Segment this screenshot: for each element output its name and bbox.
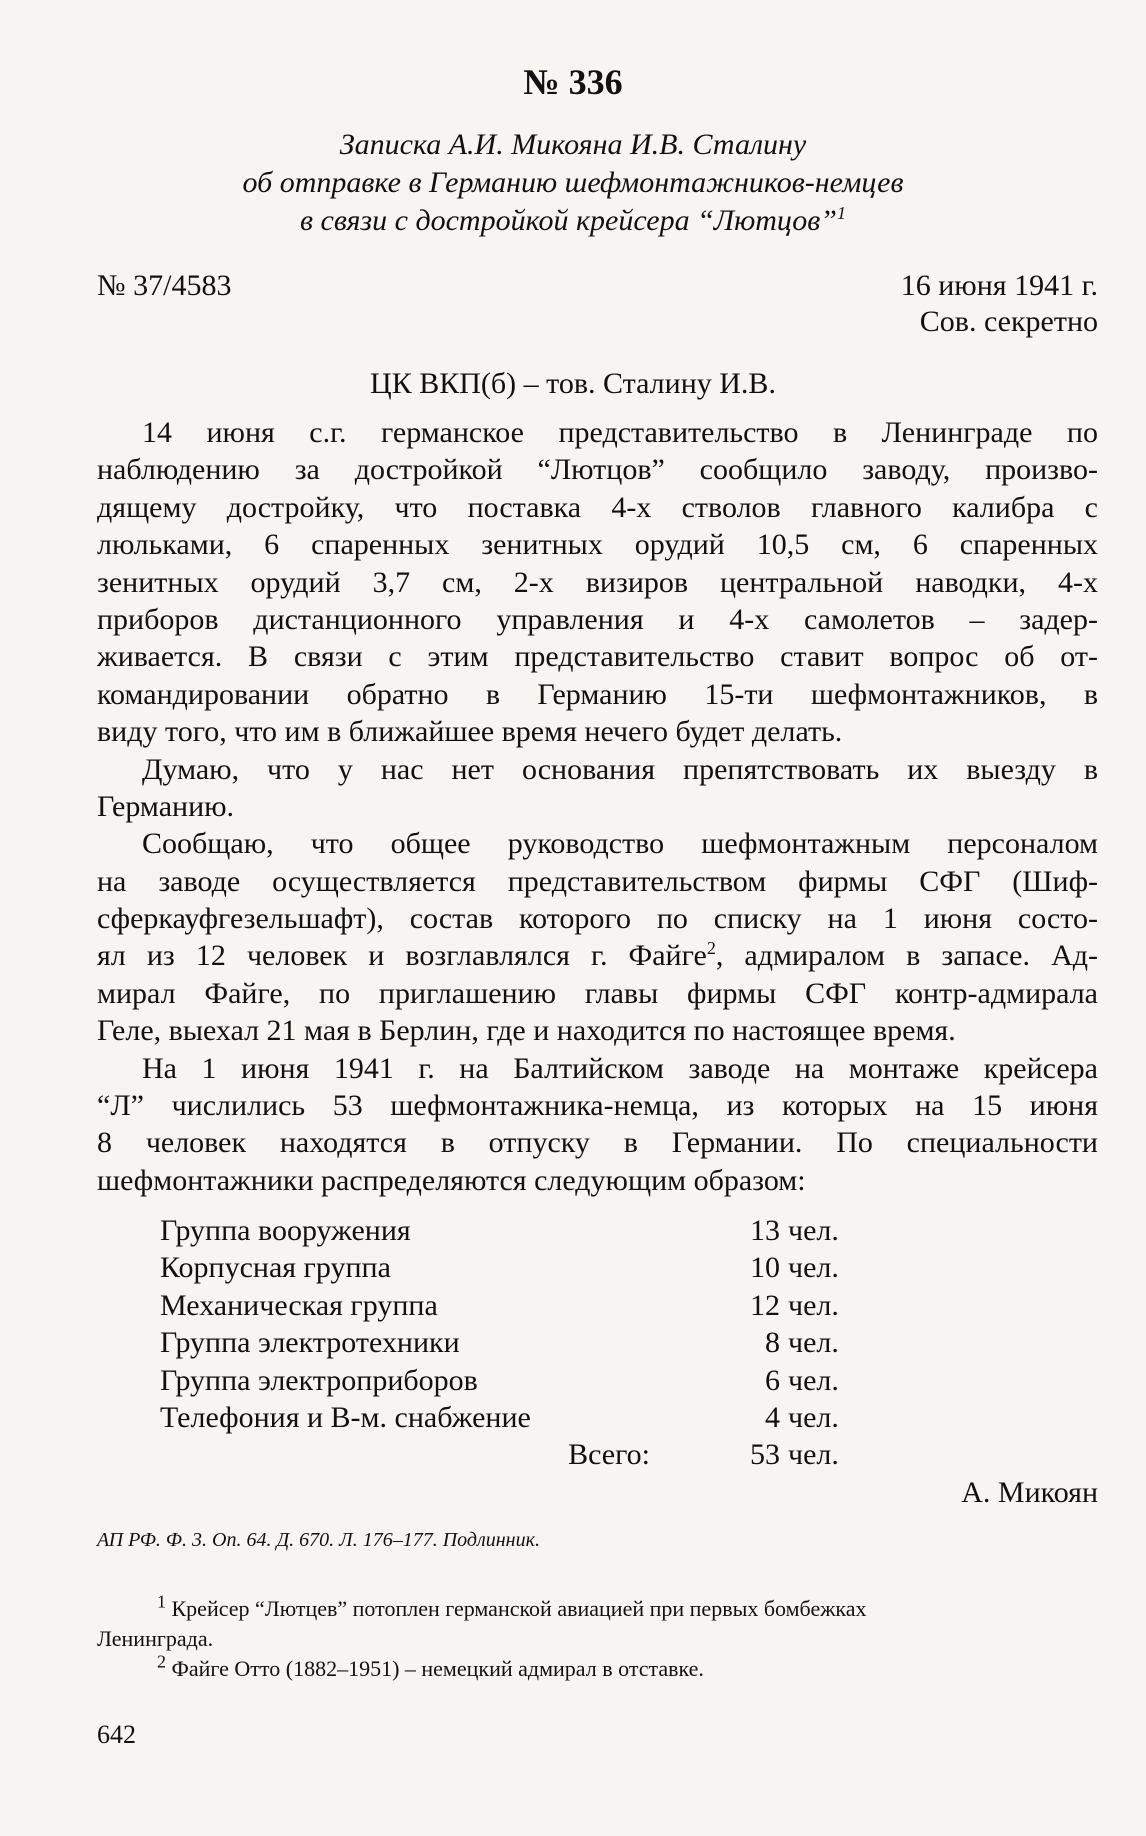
table-row <box>160 1362 860 1399</box>
count-unit: чел. <box>788 1438 839 1472</box>
text-line: Сообщаю, что общее руководство шефмонтажным персоналом <box>142 827 1098 861</box>
total-label: Всего: <box>568 1438 650 1472</box>
text-line: живается. В связи с этим представительство ставит вопрос об от- <box>97 640 1098 674</box>
group-name: Корпусная группа <box>160 1251 391 1285</box>
text-line: мирал Файге, по приглашению главы фирмы СФГ контр-адмирала <box>97 976 1098 1010</box>
addressee: ЦК ВКП(б) – тов. Сталину И.В. <box>370 367 776 400</box>
text-line: зенитных орудий 3,7 см, 2-х визиров центральной наводки, 4-х <box>97 565 1098 599</box>
footnote-number: 1 <box>157 1591 166 1612</box>
footnote <box>97 1651 1098 1684</box>
count-value: 8 <box>765 1326 780 1360</box>
text-line: виду того, что им в ближайшее время нечего будет делать. <box>97 715 843 749</box>
paragraph <box>97 414 1098 751</box>
page-number: 642 <box>97 1720 136 1749</box>
count-value: 6 <box>765 1363 780 1397</box>
table-total-row <box>160 1436 860 1473</box>
table-row <box>160 1287 860 1324</box>
table-row <box>160 1324 860 1361</box>
text-line: “Л” числились 53 шефмонтажника-немца, из которых на 15 июня <box>97 1089 1098 1123</box>
text-line: люльками, 6 спаренных зенитных орудий 10,5 см, 6 спаренных <box>97 528 1098 562</box>
count-value: 4 <box>765 1400 780 1434</box>
footnote-text: Крейсер “Лютцев” потоплен германской авиацией при первых бомбежках <box>171 1596 867 1621</box>
table-row <box>160 1212 860 1249</box>
group-name: Механическая группа <box>160 1288 438 1322</box>
group-count <box>740 1362 860 1399</box>
footnote <box>97 1591 1098 1624</box>
text-line: наблюдению за достройкой “Лютцов” сообщило заводу, произво- <box>97 453 1098 487</box>
text-line: командировании обратно в Германию 15-ти шефмонтажников, в <box>97 677 1098 711</box>
title-line: об отправке в Германию шефмонтажников-немцев <box>242 166 904 199</box>
group-count <box>740 1399 860 1436</box>
text-line: На 1 июня 1941 г. на Балтийском заводе на монтаже крейсера <box>142 1051 1098 1085</box>
footnote-ref: 1 <box>836 203 846 223</box>
group-name: Группа электроприборов <box>160 1363 478 1397</box>
reference-number: № 37/4583 <box>97 269 232 302</box>
footnote-ref: 2 <box>706 938 716 959</box>
group-count <box>740 1324 860 1361</box>
group-name: Телефония и В-м. снабжение <box>160 1400 531 1434</box>
text-line: дящему достройку, что поставка 4-х стволов главного калибра с <box>97 490 1098 524</box>
group-count <box>740 1212 860 1249</box>
text-line <box>97 937 1098 974</box>
title-line <box>0 202 1146 240</box>
footnotes <box>97 1591 1098 1684</box>
text-segment: , адмиралом в запасе. Ад- <box>715 939 1099 973</box>
text-line: Геле, выехал 21 мая в Берлин, где и находится по настоящее время. <box>97 1014 956 1048</box>
total-count <box>740 1436 860 1473</box>
archive-reference: АП РФ. Ф. 3. Оп. 64. Д. 670. Л. 176–177. Подлинник. <box>97 1529 540 1551</box>
text-line: Думаю, что у нас нет основания препятствовать их выезду в <box>142 752 1098 786</box>
text-line: сферкауфгезельшафт), состав которого по списку на 1 июня состо- <box>97 902 1098 936</box>
group-count <box>740 1287 860 1324</box>
count-unit: чел. <box>788 1326 839 1360</box>
text-line: шефмонтажники распределяются следующим образом: <box>97 1163 806 1197</box>
group-name: Группа вооружения <box>160 1214 411 1247</box>
text-line: приборов дистанционного управления и 4-х самолетов – задер- <box>97 602 1098 636</box>
text-segment: ял из 12 человек и возглавлялся г. Файге <box>97 939 707 973</box>
document-date: 16 июня 1941 г. <box>900 269 1098 302</box>
document-number: № 336 <box>523 62 623 102</box>
count-unit: чел. <box>788 1214 839 1247</box>
staff-table <box>160 1212 860 1474</box>
title-line: Записка А.И. Микояна И.В. Сталину <box>339 128 807 161</box>
classification-stamp: Сов. секретно <box>919 305 1098 338</box>
count-value: 10 <box>750 1251 780 1285</box>
count-unit: чел. <box>788 1400 839 1434</box>
table-row <box>160 1399 860 1436</box>
footnote-text: Файге Отто (1882–1951) – немецкий адмирал в отставке. <box>171 1656 704 1681</box>
text-line: 14 июня с.г. германское представительство в Ленинграде по <box>142 416 1098 449</box>
count-unit: чел. <box>788 1251 839 1285</box>
text-line: 8 человек находятся в отпуску в Германии. По специальности <box>97 1126 1098 1160</box>
count-value: 53 <box>750 1438 780 1472</box>
paragraph <box>97 751 1098 826</box>
letter-body <box>97 414 1098 1199</box>
count-value: 13 <box>750 1214 780 1247</box>
table-row <box>160 1249 860 1286</box>
group-count <box>740 1249 860 1286</box>
document-title <box>0 126 1146 240</box>
text-line: на заводе осуществляется представительством фирмы СФГ (Шиф- <box>97 864 1098 898</box>
footnote-continuation: Ленинграда. <box>97 1626 214 1651</box>
footnote-number: 2 <box>157 1651 166 1672</box>
title-line-text: в связи с достройкой крейсера “Лютцов” <box>300 204 837 237</box>
count-unit: чел. <box>788 1288 839 1322</box>
count-unit: чел. <box>788 1363 839 1397</box>
group-name: Группа электротехники <box>160 1326 460 1360</box>
text-line: Германию. <box>97 789 235 823</box>
paragraph <box>97 1050 1098 1200</box>
signature: А. Микоян <box>961 1476 1098 1509</box>
count-value: 12 <box>750 1288 780 1322</box>
paragraph <box>97 825 1098 1049</box>
